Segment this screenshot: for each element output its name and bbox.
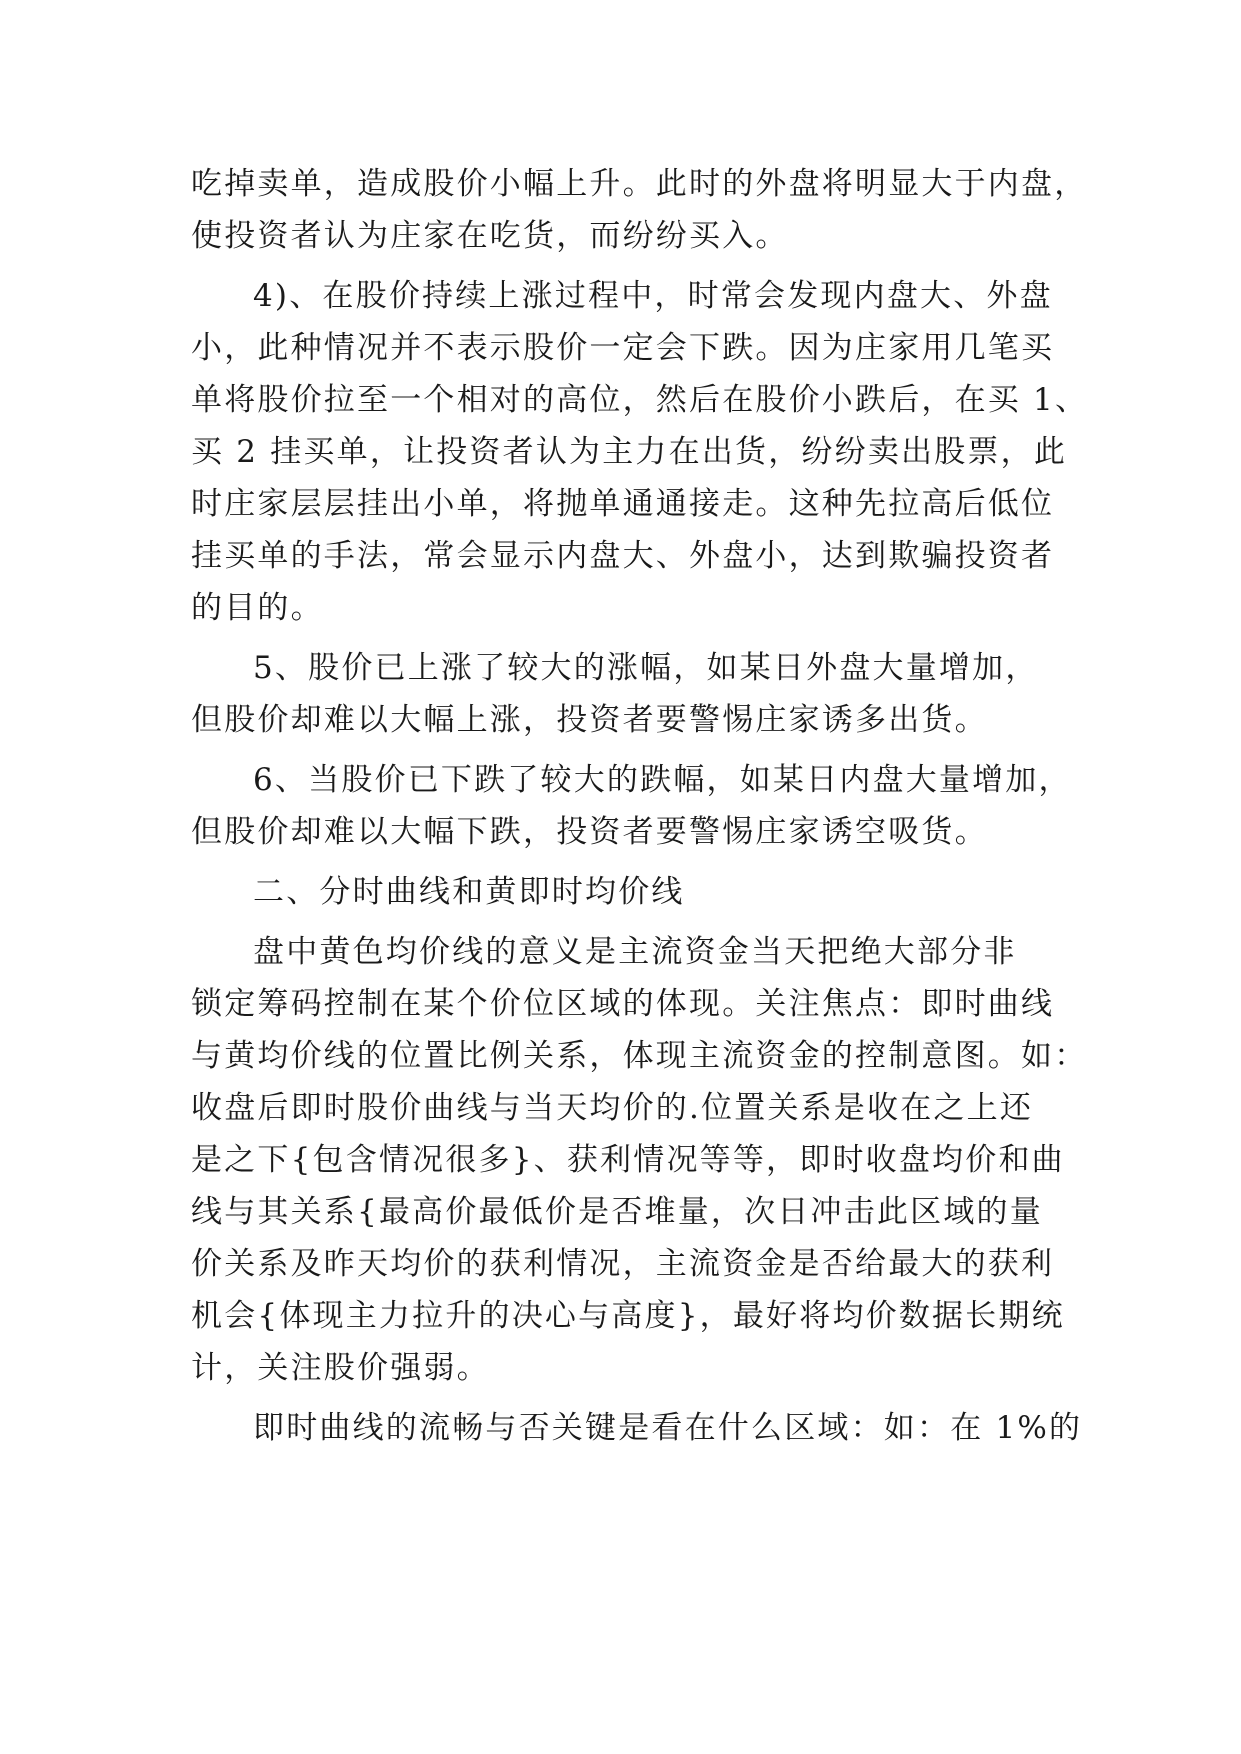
paragraph-1 xyxy=(191,158,1088,262)
text-line: 是之下{包含情况很多}、获利情况等等，即时收盘均价和曲 xyxy=(191,1142,1065,1178)
text-line: 5、股价已上涨了较大的涨幅，如某日外盘大量增加， xyxy=(253,650,1039,686)
text-line: 即时曲线的流畅与否关键是看在什么区域：如：在 1%的 xyxy=(253,1410,1083,1446)
paragraph-5 xyxy=(191,926,1088,1394)
text-line: 的目的。 xyxy=(191,590,324,626)
text-line: 但股价却难以大幅下跌，投资者要警惕庄家诱空吸货。 xyxy=(191,814,988,850)
heading-line: 二、分时曲线和黄即时均价线 xyxy=(253,874,685,910)
paragraph-4 xyxy=(191,754,1072,858)
text-line: 单将股价拉至一个相对的高位，然后在股价小跌后，在买 1、 xyxy=(191,382,1089,418)
document-body xyxy=(191,158,1089,1462)
text-line: 吃掉卖单，造成股价小幅上升。此时的外盘将明显大于内盘， xyxy=(191,166,1088,202)
section-heading xyxy=(191,866,1051,918)
text-line: 线与其关系{最高价最低价是否堆量，次日冲击此区域的量 xyxy=(191,1194,1043,1230)
text-line: 时庄家层层挂出小单，将抛单通通接走。这种先拉高后低位 xyxy=(191,486,1055,522)
text-line: 机会{体现主力拉升的决心与高度}，最好将均价数据长期统 xyxy=(191,1298,1065,1334)
text-line: 小，此种情况并不表示股价一定会下跌。因为庄家用几笔买 xyxy=(191,330,1055,366)
text-line: 买 2 挂买单，让投资者认为主力在出货，纷纷卖出股票，此 xyxy=(191,434,1068,470)
paragraph-3 xyxy=(191,642,1051,746)
paragraph-6 xyxy=(191,1402,1083,1454)
text-line: 挂买单的手法，常会显示内盘大、外盘小，达到欺骗投资者 xyxy=(191,538,1055,574)
text-line: 但股价却难以大幅上涨，投资者要警惕庄家诱多出货。 xyxy=(191,702,988,738)
paragraph-2 xyxy=(191,270,1089,634)
text-line: 价关系及昨天均价的获利情况，主流资金是否给最大的获利 xyxy=(191,1246,1055,1282)
text-line: 计，关注股价强弱。 xyxy=(191,1350,490,1386)
text-line: 6、当股价已下跌了较大的跌幅，如某日内盘大量增加， xyxy=(253,762,1072,798)
text-line: 与黄均价线的位置比例关系，体现主流资金的控制意图。如： xyxy=(191,1038,1088,1074)
text-line: 盘中黄色均价线的意义是主流资金当天把绝大部分非 xyxy=(253,934,1017,970)
text-line: 锁定筹码控制在某个价位区域的体现。关注焦点：即时曲线 xyxy=(191,986,1055,1022)
text-line: 4)、在股价持续上涨过程中，时常会发现内盘大、外盘 xyxy=(253,278,1053,314)
text-line: 使投资者认为庄家在吃货，而纷纷买入。 xyxy=(191,218,789,254)
text-line: 收盘后即时股价曲线与当天均价的.位置关系是收在之上还 xyxy=(191,1090,1034,1126)
